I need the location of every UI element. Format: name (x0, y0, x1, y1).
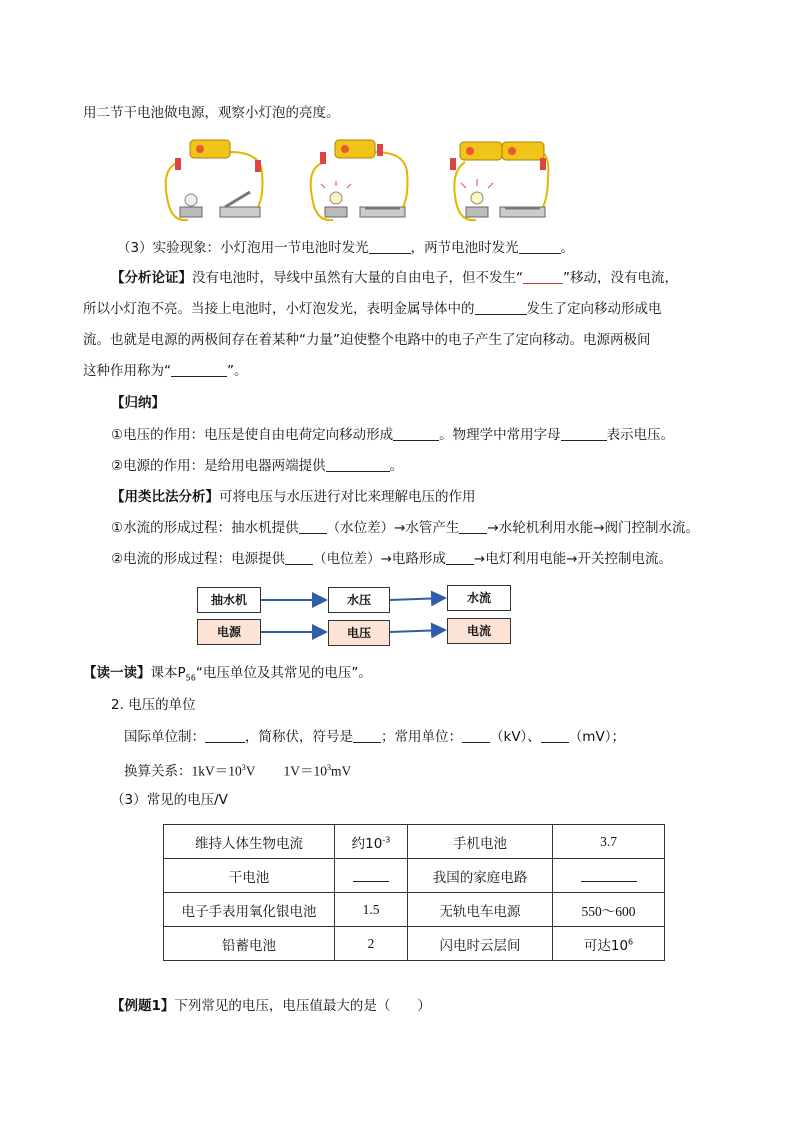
flow-power-source-box: 电源 (197, 619, 261, 645)
answer-blank[interactable] (369, 239, 411, 254)
table-row (164, 825, 665, 859)
analysis-line-1: 【分析论证】没有电池时，导线中虽然有大量的自由电子，但不发生“ ”移动，没有电流， (111, 270, 678, 286)
answer-blank[interactable] (299, 519, 327, 534)
table-cell: 我国的家庭电路 (408, 859, 553, 893)
table-cell[interactable] (553, 859, 665, 893)
example-question: 【例题1】下列常见的电压，电压值最大的是（ ） (111, 998, 431, 1014)
answer-blank (581, 867, 637, 882)
table-cell[interactable] (335, 859, 408, 893)
table-cell: 约$10^{-3}$ (335, 825, 408, 859)
table-cell: 维持人体生物电流 (164, 825, 335, 859)
summary-item-2: ②电源的作用：是给用电器两端提供 。 (111, 458, 404, 474)
units-conversion-line: 换算关系：$1kV=10^3V$ $1V=10^3mV$ (124, 763, 352, 780)
answer-blank[interactable] (285, 550, 313, 565)
table-cell: 2 (335, 927, 408, 961)
flow-arrows (259, 590, 449, 640)
answer-blank (353, 867, 389, 882)
table-cell: 可达$10^6$ (553, 927, 665, 961)
answer-blank[interactable] (393, 426, 439, 441)
table-cell: 铅蓄电池 (164, 927, 335, 961)
answer-blank[interactable] (523, 269, 563, 284)
flow-current-box: 电流 (447, 618, 511, 644)
flow-arrow (390, 630, 445, 632)
analysis-line-2: 所以小灯泡不亮。当接上电池时，小灯泡发光，表明金属导体中的 发生了定向移动形成电 (83, 301, 662, 317)
units-heading: 2. 电压的单位 (111, 697, 196, 713)
summary-tag: 【归纳】 (111, 395, 165, 411)
analysis-line-3: 流。也就是电源的两极间存在着某种“力量”迫使整个电路中的电子产生了定向移动。电源两极间 (83, 332, 651, 348)
table-cell: 闪电时云层间 (408, 927, 553, 961)
table-row (164, 893, 665, 927)
table-cell: 无轨电车电源 (408, 893, 553, 927)
answer-blank[interactable] (462, 728, 490, 743)
circuit-one-battery (166, 140, 263, 220)
reading-line: 【读一读】课本$P_{56}“$电压单位及其常见的电压”。 (83, 665, 372, 683)
flow-water-flow-box: 水流 (447, 585, 511, 611)
table-cell: 电子手表用氧化银电池 (164, 893, 335, 927)
table-cell: 3.7 (553, 825, 665, 859)
summary-item-1: ①电压的作用：电压是使自由电荷定向移动形成 。物理学中常用字母 表示电压。 (111, 427, 675, 443)
circuit-two-batteries-lit (450, 142, 548, 220)
circuit-illustrations (150, 132, 550, 228)
analogy-title: 【用类比法分析】可将电压与水压进行对比来理解电压的作用 (111, 489, 476, 505)
table-cell: 1.5 (335, 893, 408, 927)
analogy-water: ①水流的形成过程：抽水机提供 （水位差）→水管产生 →水轮机利用水能→阀门控制水流。 (111, 520, 700, 536)
flow-pump-box: 抽水机 (197, 587, 261, 613)
intro-text: 用二节干电池做电源，观察小灯泡的亮度。 (83, 105, 340, 121)
table-row (164, 927, 665, 961)
answer-blank[interactable] (475, 300, 527, 315)
common-voltages-table (163, 824, 665, 961)
answer-blank[interactable] (561, 426, 607, 441)
analogy-electric: ②电流的形成过程：电源提供 （电位差）→电路形成 →电灯利用电能→开关控制电流。 (111, 551, 673, 567)
table-row (164, 859, 665, 893)
analysis-line-4: 这种作用称为“ ”。 (83, 363, 248, 379)
table-cell: 550～600 (553, 893, 665, 927)
answer-blank[interactable] (205, 728, 245, 743)
observation-line: （3）实验现象：小灯泡用一节电池时发光 ，两节电池时发光 。 (117, 240, 575, 256)
answer-blank[interactable] (171, 362, 227, 377)
circuit-one-battery-lit (311, 140, 408, 220)
flow-water-pressure-box: 水压 (328, 587, 390, 613)
answer-blank[interactable] (519, 239, 561, 254)
answer-blank[interactable] (446, 550, 474, 565)
answer-blank[interactable] (541, 728, 569, 743)
flow-arrow (390, 598, 445, 600)
table-cell: 干电池 (164, 859, 335, 893)
flow-voltage-box: 电压 (328, 620, 390, 646)
table-cell: 手机电池 (408, 825, 553, 859)
common-voltages-heading: （3）常见的电压/V (111, 792, 228, 808)
answer-blank[interactable] (326, 457, 390, 472)
answer-blank[interactable] (459, 519, 487, 534)
units-si-line: 国际单位制： ，简称伏，符号是 ；常用单位： （kV）、 （mV）； (124, 729, 625, 745)
answer-blank[interactable] (353, 728, 381, 743)
